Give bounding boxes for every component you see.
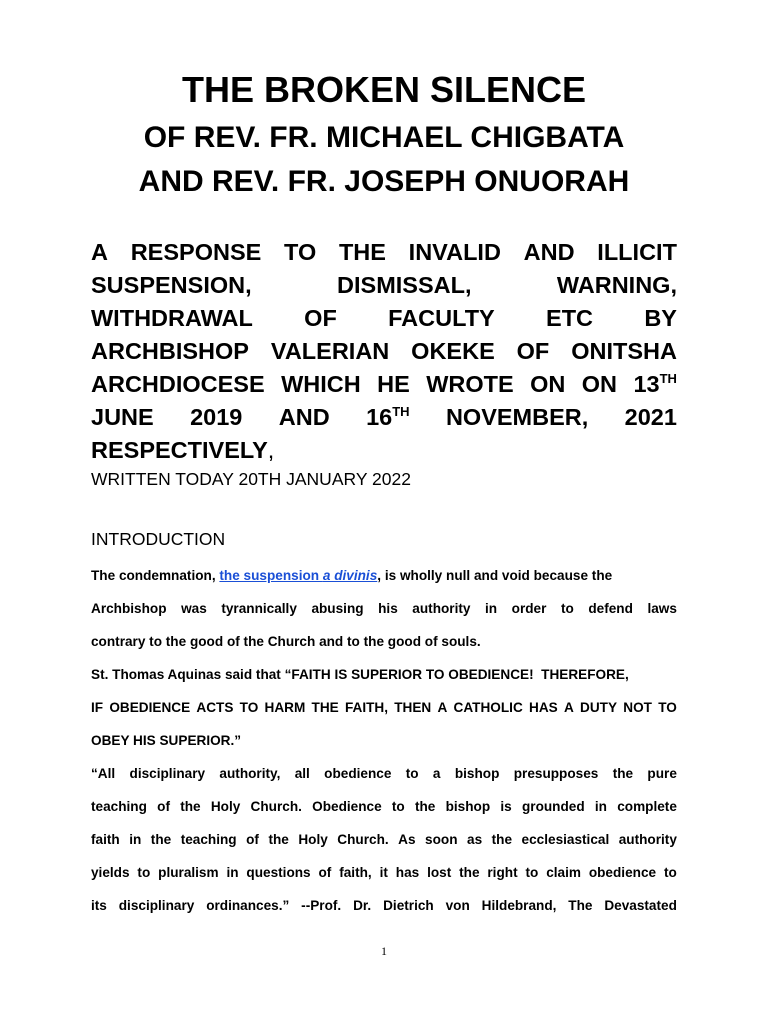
- response-word: AND: [278, 404, 330, 430]
- response-word: 2019: [190, 404, 243, 430]
- paragraph-line: OBEY HIS SUPERIOR.”: [91, 733, 242, 748]
- word: pluralism: [158, 865, 219, 880]
- response-word: DISMISSAL,: [337, 272, 472, 298]
- word: A: [563, 700, 574, 715]
- word: Archbishop: [91, 601, 167, 616]
- word: bishop: [454, 766, 500, 781]
- word: to: [560, 601, 574, 616]
- page-number: 1: [381, 944, 387, 958]
- word: as: [467, 832, 483, 847]
- section-heading-introduction: INTRODUCTION: [91, 529, 226, 549]
- paragraph-line: [91, 599, 677, 619]
- paragraph-line: [91, 797, 677, 817]
- word: of: [318, 865, 332, 880]
- word: right: [487, 865, 518, 880]
- response-line: [91, 435, 677, 465]
- response-word: NOVEMBER,: [445, 404, 589, 430]
- response-word: OF: [516, 338, 550, 364]
- word: TO: [239, 700, 259, 715]
- word: complete: [617, 799, 677, 814]
- word: the: [491, 832, 513, 847]
- word: lost: [427, 865, 452, 880]
- response-word: RESPECTIVELY: [91, 437, 268, 463]
- word: all: [294, 766, 310, 781]
- word: the: [459, 865, 480, 880]
- response-word: 16TH: [366, 404, 410, 430]
- word: teaching: [180, 832, 237, 847]
- word: HARM: [264, 700, 306, 715]
- word: authority,: [219, 766, 281, 781]
- word: disciplinary: [118, 898, 195, 913]
- word: Devastated: [604, 898, 677, 913]
- response-word: FACULTY: [388, 305, 495, 331]
- word: OBEDIENCE: [109, 700, 191, 715]
- word: Dr.: [353, 898, 372, 913]
- word: Dietrich: [383, 898, 434, 913]
- word: to: [137, 865, 151, 880]
- word: grounded: [521, 799, 585, 814]
- response-word: THE: [338, 239, 386, 265]
- word: of: [246, 832, 259, 847]
- word: Hildebrand,: [481, 898, 557, 913]
- word: in: [594, 799, 607, 814]
- title-line-2: OF REV. FR. MICHAEL CHIGBATA: [143, 121, 625, 154]
- response-word: AND: [523, 239, 575, 265]
- response-word: WITHDRAWAL: [91, 305, 253, 331]
- response-word: ON: [530, 371, 566, 397]
- response-word: TO: [284, 239, 317, 265]
- word: --Prof.: [301, 898, 342, 913]
- word: disciplinary: [129, 766, 206, 781]
- word: Church.: [250, 799, 302, 814]
- word: THEN: [394, 700, 432, 715]
- response-word: RESPONSE: [130, 239, 262, 265]
- response-line: [91, 369, 677, 399]
- word: The: [568, 898, 593, 913]
- word: is: [500, 799, 512, 814]
- word: A: [437, 700, 448, 715]
- word: pure: [647, 766, 677, 781]
- word: the: [180, 799, 201, 814]
- paragraph-line: [91, 764, 677, 784]
- response-word: OF: [304, 305, 337, 331]
- word: Obedience: [312, 799, 382, 814]
- word: was: [181, 601, 207, 616]
- word: the: [268, 832, 289, 847]
- response-word: ARCHBISHOP: [91, 338, 249, 364]
- paragraph-line: [91, 863, 677, 883]
- word: bishop: [445, 799, 491, 814]
- response-word: INVALID: [408, 239, 501, 265]
- paragraph-line: St. Thomas Aquinas said that “FAITH IS SUPERIOR TO OBEDIENCE! THEREFORE,: [91, 667, 629, 682]
- word: ecclesiastical: [521, 832, 610, 847]
- word: of: [157, 799, 170, 814]
- word: his: [378, 601, 398, 616]
- paragraph-line: [91, 896, 677, 916]
- word: CATHOLIC: [453, 700, 523, 715]
- response-word: BY: [644, 305, 677, 331]
- response-word: ON: [581, 371, 618, 397]
- text-run: The condemnation,: [91, 568, 220, 583]
- word: the: [150, 832, 172, 847]
- word: in: [226, 865, 239, 880]
- word: teaching: [91, 799, 147, 814]
- word: to: [391, 799, 405, 814]
- word: Church.: [337, 832, 389, 847]
- word: to: [663, 865, 677, 880]
- word: “All: [91, 766, 116, 781]
- response-word: ETC: [546, 305, 594, 331]
- word: to: [405, 766, 419, 781]
- word: a: [432, 766, 441, 781]
- paragraph-line: [91, 698, 677, 718]
- word: questions: [246, 865, 311, 880]
- word: IF: [91, 700, 104, 715]
- word: yields: [91, 865, 130, 880]
- word: authority: [618, 832, 677, 847]
- word: obedience: [324, 766, 392, 781]
- response-line: [91, 270, 677, 300]
- response-word: 2021: [624, 404, 677, 430]
- response-line: [91, 303, 677, 333]
- word: its: [91, 898, 107, 913]
- suspension-link[interactable]: [219, 568, 377, 583]
- response-word: A: [91, 239, 108, 265]
- word: abusing: [311, 601, 364, 616]
- word: defend: [588, 601, 633, 616]
- word: ACTS: [196, 700, 234, 715]
- response-word: WARNING,: [556, 272, 677, 298]
- response-comma: ,: [267, 437, 275, 463]
- link-text: the suspension: [219, 568, 323, 583]
- word: order: [511, 601, 547, 616]
- text-run: , is wholly null and void because the: [377, 568, 613, 583]
- paragraph-line: contrary to the good of the Church and to the good of souls.: [91, 634, 481, 649]
- paragraph-line: [91, 830, 677, 850]
- word: DUTY: [580, 700, 618, 715]
- response-word: HE: [377, 371, 410, 397]
- paragraph-line: [91, 566, 677, 586]
- word: Holy: [298, 832, 328, 847]
- word: the: [612, 766, 634, 781]
- word: in: [129, 832, 142, 847]
- word: authority: [412, 601, 471, 616]
- response-word: WROTE: [426, 371, 514, 397]
- word: laws: [647, 601, 677, 616]
- word: to: [525, 865, 539, 880]
- response-word: WHICH: [281, 371, 361, 397]
- word: THE: [311, 700, 339, 715]
- title-line-3: AND REV. FR. JOSEPH ONUORAH: [138, 165, 630, 198]
- ordinal-suffix: TH: [392, 404, 410, 419]
- word: has: [395, 865, 420, 880]
- response-word: ONITSHA: [571, 338, 677, 364]
- word: soon: [425, 832, 458, 847]
- word: tyrannically: [221, 601, 297, 616]
- written-date: WRITTEN TODAY 20TH JANUARY 2022: [91, 469, 411, 489]
- ordinal-suffix: TH: [659, 371, 677, 386]
- response-word: ARCHDIOCESE: [91, 371, 265, 397]
- word: faith,: [339, 865, 372, 880]
- word: NOT: [623, 700, 652, 715]
- response-word: OKEKE: [411, 338, 495, 364]
- word: claim: [546, 865, 581, 880]
- word: faith: [91, 832, 120, 847]
- word: the: [414, 799, 436, 814]
- word: in: [485, 601, 498, 616]
- word: obedience: [588, 865, 657, 880]
- word: HAS: [529, 700, 558, 715]
- response-word: VALERIAN: [270, 338, 390, 364]
- word: As: [398, 832, 416, 847]
- link-text-italic: a divinis: [322, 568, 378, 583]
- response-word: JUNE: [91, 404, 154, 430]
- response-line: [91, 336, 677, 366]
- word: von: [445, 898, 470, 913]
- response-line: [91, 237, 677, 267]
- response-word: ILLICIT: [597, 239, 677, 265]
- word: FAITH,: [344, 700, 388, 715]
- word: presupposes: [513, 766, 599, 781]
- response-line: [91, 402, 677, 432]
- word: Holy: [210, 799, 241, 814]
- response-word: SUSPENSION,: [91, 272, 252, 298]
- word: ordinances.”: [206, 898, 290, 913]
- document-title: THE BROKEN SILENCE: [181, 69, 587, 110]
- word: TO: [658, 700, 677, 715]
- word: it: [379, 865, 388, 880]
- response-word: 13TH: [633, 371, 677, 397]
